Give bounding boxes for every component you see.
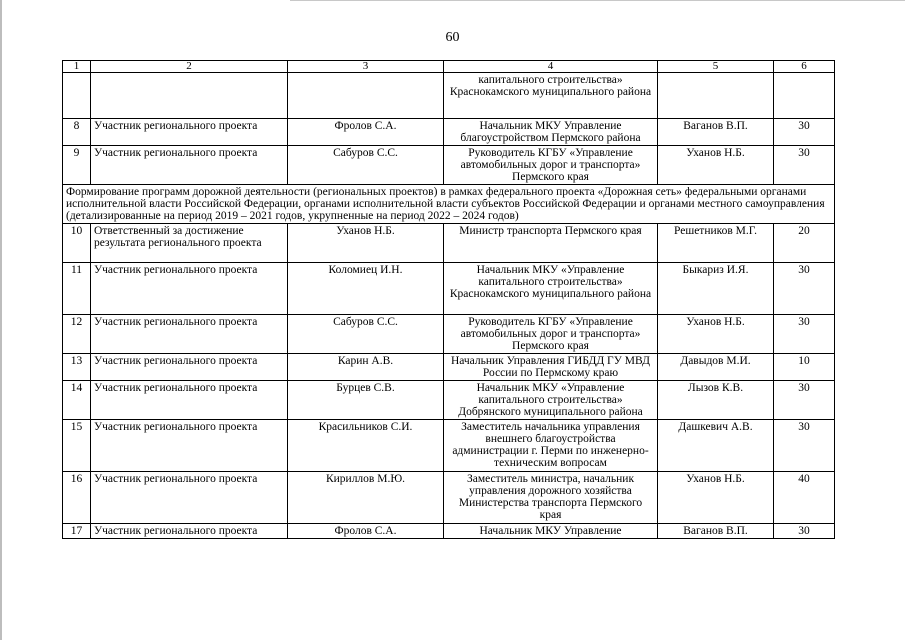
table-row — [63, 224, 835, 263]
approver-cell: Ваганов В.П. — [658, 524, 774, 539]
table-row — [63, 381, 835, 420]
role-cell: Участник регионального проекта — [91, 119, 288, 146]
approver-cell: Уханов Н.Б. — [658, 472, 774, 524]
organization-cell: Начальник МКУ «Управление капитального строительства» Добрянского муниципального района — [444, 381, 658, 420]
table-row — [63, 263, 835, 315]
row-number: 15 — [63, 420, 91, 472]
role-cell: Участник регионального проекта — [91, 472, 288, 524]
column-number: 5 — [658, 61, 774, 73]
row-number: 10 — [63, 224, 91, 263]
row-number: 13 — [63, 354, 91, 381]
row-number: 17 — [63, 524, 91, 539]
person-cell: Фролов С.А. — [288, 524, 444, 539]
table-row — [63, 524, 835, 539]
approver-cell: Решетников М.Г. — [658, 224, 774, 263]
row-number: 14 — [63, 381, 91, 420]
table-row — [63, 472, 835, 524]
cell-empty — [63, 73, 91, 119]
row-number: 11 — [63, 263, 91, 315]
cell-empty — [774, 73, 835, 119]
column-number-row — [63, 61, 835, 73]
role-cell: Участник регионального проекта — [91, 354, 288, 381]
role-cell: Участник регионального проекта — [91, 263, 288, 315]
approver-cell: Лызов К.В. — [658, 381, 774, 420]
organization-cell: Заместитель начальника управления внешнего благоустройства администрации г. Перми по инженерно-техническим вопросам — [444, 420, 658, 472]
column-number: 2 — [91, 61, 288, 73]
column-number: 6 — [774, 61, 835, 73]
share-cell: 30 — [774, 146, 835, 185]
share-cell: 10 — [774, 354, 835, 381]
person-cell: Карин А.В. — [288, 354, 444, 381]
continuation-row — [63, 73, 835, 119]
share-cell: 30 — [774, 315, 835, 354]
cell-empty — [288, 73, 444, 119]
share-cell: 30 — [774, 263, 835, 315]
organization-cell: Начальник Управления ГИБДД ГУ МВД России по Пермскому краю — [444, 354, 658, 381]
row-number: 16 — [63, 472, 91, 524]
row-number: 12 — [63, 315, 91, 354]
share-cell: 40 — [774, 472, 835, 524]
person-cell: Бурцев С.В. — [288, 381, 444, 420]
page-number: 60 — [445, 30, 460, 45]
share-cell: 30 — [774, 524, 835, 539]
column-number: 3 — [288, 61, 444, 73]
person-cell: Фролов С.А. — [288, 119, 444, 146]
table-row — [63, 354, 835, 381]
role-cell: Участник регионального проекта — [91, 146, 288, 185]
share-cell: 20 — [774, 224, 835, 263]
organization-cell: Начальник МКУ «Управление капитального строительства» Краснокамского муниципального района — [444, 263, 658, 315]
share-cell: 30 — [774, 381, 835, 420]
person-cell: Сабуров С.С. — [288, 146, 444, 185]
role-cell: Ответственный за достижение результата регионального проекта — [91, 224, 288, 263]
approver-cell: Ваганов В.П. — [658, 119, 774, 146]
approver-cell: Быкариз И.Я. — [658, 263, 774, 315]
column-number: 4 — [444, 61, 658, 73]
row-number: 8 — [63, 119, 91, 146]
person-cell: Коломиец И.Н. — [288, 263, 444, 315]
person-cell: Кириллов М.Ю. — [288, 472, 444, 524]
organization-cell: Министр транспорта Пермского края — [444, 224, 658, 263]
table-row — [63, 146, 835, 185]
approver-cell: Уханов Н.Б. — [658, 146, 774, 185]
organization-cell: Начальник МКУ Управление благоустройством Пермского района — [444, 119, 658, 146]
cell-empty — [91, 73, 288, 119]
table-row — [63, 315, 835, 354]
table-body — [63, 61, 835, 539]
table-row — [63, 420, 835, 472]
role-cell: Участник регионального проекта — [91, 381, 288, 420]
scan-top-edge — [290, 0, 905, 1]
row-number: 9 — [63, 146, 91, 185]
cell-empty — [658, 73, 774, 119]
role-cell: Участник регионального проекта — [91, 524, 288, 539]
share-cell: 30 — [774, 420, 835, 472]
organization-cell: Руководитель КГБУ «Управление автомобильных дорог и транспорта» Пермского края — [444, 146, 658, 185]
scan-left-edge — [0, 0, 2, 640]
organization-cell: Руководитель КГБУ «Управление автомобильных дорог и транспорта» Пермского края — [444, 315, 658, 354]
organization-cell: Начальник МКУ Управление — [444, 524, 658, 539]
organization-cell: Заместитель министра, начальник управления дорожного хозяйства Министерства транспорта Пермского края — [444, 472, 658, 524]
organization-cell: капитального строительства» Краснокамского муниципального района — [444, 73, 658, 119]
role-cell: Участник регионального проекта — [91, 315, 288, 354]
person-cell: Сабуров С.С. — [288, 315, 444, 354]
role-cell: Участник регионального проекта — [91, 420, 288, 472]
person-cell: Красильников С.И. — [288, 420, 444, 472]
section-row — [63, 185, 835, 224]
approver-cell: Давыдов М.И. — [658, 354, 774, 381]
table-row — [63, 119, 835, 146]
approver-cell: Уханов Н.Б. — [658, 315, 774, 354]
share-cell: 30 — [774, 119, 835, 146]
section-heading: Формирование программ дорожной деятельности (региональных проектов) в рамках федерального проекта «Дорожная сеть» федеральными органами исполнительной власти Российской Федерации, органами исполнительной власти субъектов Российской Федерации и органами местного самоуправления (детализированные на период 2019 – 2021 годов, укрупненные на период 2022 – 2024 годов) — [63, 185, 835, 224]
approver-cell: Дашкевич А.В. — [658, 420, 774, 472]
person-cell: Уханов Н.Б. — [288, 224, 444, 263]
participants-table — [62, 60, 835, 539]
column-number: 1 — [63, 61, 91, 73]
